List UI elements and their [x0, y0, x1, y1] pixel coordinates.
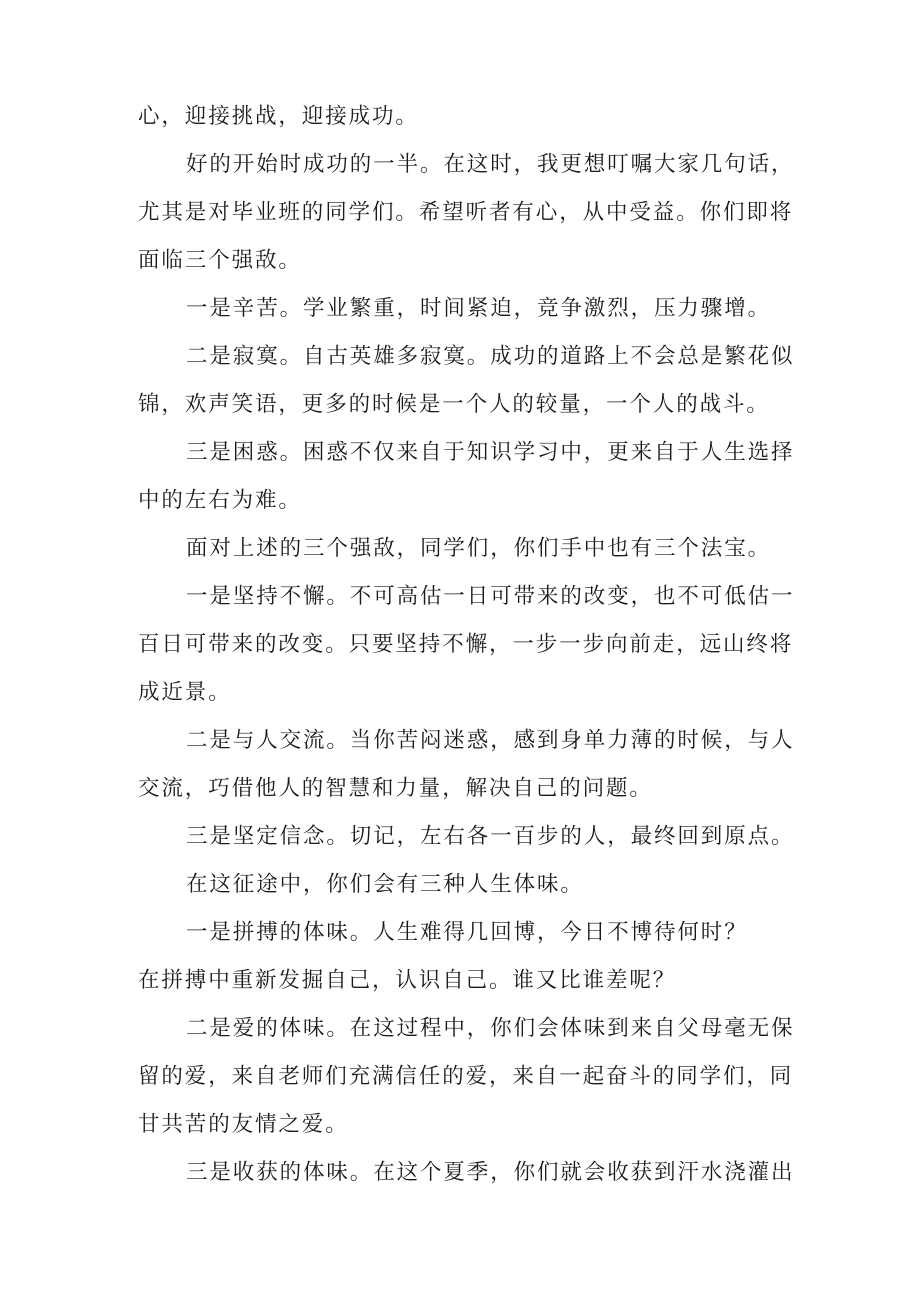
text-line: 三是困惑。困惑不仅来自于知识学习中，更来自于人生选择	[186, 440, 795, 465]
text-line: 成近景。	[138, 680, 232, 705]
text-line: 面对上述的三个强敌，同学们，你们手中也有三个法宝。	[186, 536, 772, 561]
text-line: 一是坚持不懈。不可高估一日可带来的改变，也不可低估一	[186, 584, 795, 609]
text-line: 心，迎接挑战，迎接成功。	[138, 104, 419, 129]
text-line: 在这征途中，你们会有三种人生体味。	[186, 872, 584, 897]
text-line: 在拼搏中重新发掘自己，认识自己。谁又比谁差呢？	[138, 968, 677, 993]
text-line: 百日可带来的改变。只要坚持不懈，一步一步向前走，远山终将	[138, 632, 794, 657]
text-line: 二是寂寞。自古英雄多寂寞。成功的道路上不会总是繁花似	[186, 344, 795, 369]
text-line: 三是坚定信念。切记，左右各一百步的人，最终回到原点。	[186, 824, 795, 849]
text-line: 留的爱，来自老师们充满信任的爱，来自一起奋斗的同学们，同	[138, 1064, 794, 1089]
text-line: 二是与人交流。当你苦闷迷惑，感到身单力薄的时候，与人	[186, 728, 795, 753]
text-line: 一是拼搏的体味。人生难得几回博，今日不博待何时？	[186, 920, 748, 945]
text-line: 交流，巧借他人的智慧和力量，解决自己的问题。	[138, 776, 653, 801]
text-line: 二是爱的体味。在这过程中，你们会体味到来自父母毫无保	[186, 1016, 795, 1041]
text-line: 尤其是对毕业班的同学们。希望听者有心，从中受益。你们即将	[138, 200, 794, 225]
text-line: 面临三个强敌。	[138, 248, 302, 273]
text-line: 甘共苦的友情之爱。	[138, 1112, 349, 1137]
text-line: 三是收获的体味。在这个夏季，你们就会收获到汗水浇灌出	[186, 1160, 795, 1185]
text-line: 好的开始时成功的一半。在这时，我更想叮嘱大家几句话，	[186, 152, 795, 177]
text-line: 锦，欢声笑语，更多的时候是一个人的较量，一个人的战斗。	[138, 392, 770, 417]
text-line: 一是辛苦。学业繁重，时间紧迫，竞争激烈，压力骤增。	[186, 296, 772, 321]
document-body	[138, 93, 795, 1197]
text-line: 中的左右为难。	[138, 488, 302, 513]
